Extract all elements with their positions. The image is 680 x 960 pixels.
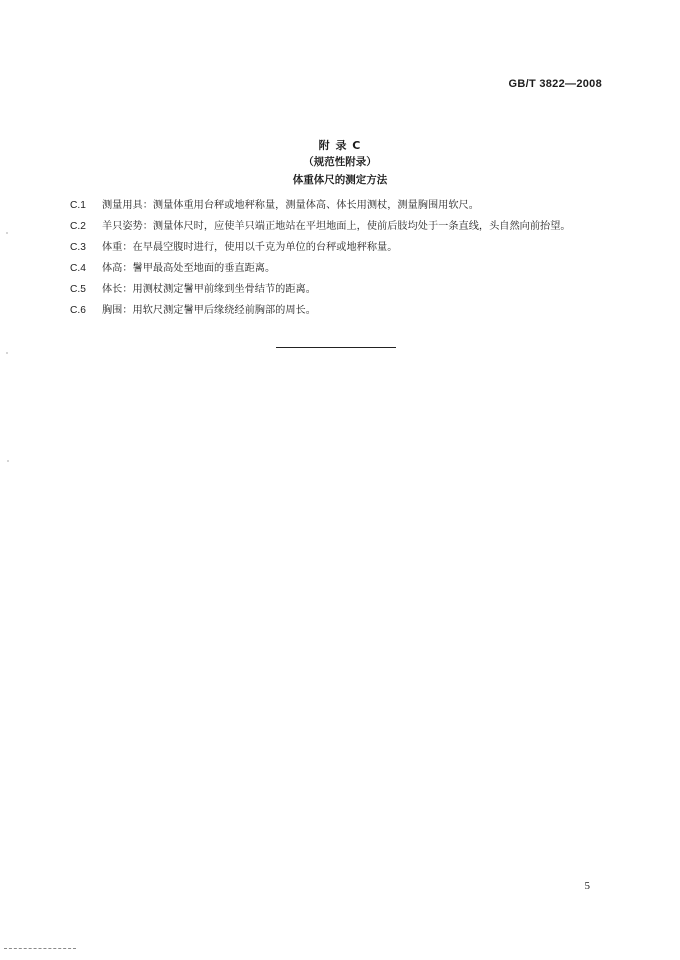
clause-c1 (70, 195, 615, 216)
scan-speck (6, 232, 8, 234)
appendix-heading: 体重体尺的测定方法 (292, 174, 388, 186)
clause-number: C.1 (70, 200, 86, 211)
appendix-type: （规范性附录） (303, 156, 377, 168)
clause-text: 体重：在早晨空腹时进行，使用以千克为单位的台秤或地秤称量。 (102, 242, 398, 253)
end-divider (276, 347, 396, 348)
clause-text: 测量用具：测量体重用台秤或地秤称量，测量体高、体长用测杖，测量胸围用软尺。 (102, 200, 479, 211)
clause-c4 (70, 258, 615, 279)
clause-c6 (70, 300, 615, 321)
standard-code: GB/T 3822—2008 (508, 78, 602, 90)
clause-c5 (70, 279, 615, 300)
clause-number: C.4 (70, 263, 86, 274)
clause-c3 (70, 237, 615, 258)
clause-list (70, 195, 615, 321)
scan-speck (6, 352, 8, 354)
clause-number: C.6 (70, 305, 86, 316)
scan-speck (7, 460, 9, 462)
clause-text: 羊只姿势：测量体尺时，应使羊只端正地站在平坦地面上，使前后肢均处于一条直线，头自然向前抬望。 (102, 221, 571, 232)
clause-number: C.5 (70, 284, 86, 295)
page-number: 5 (584, 880, 590, 892)
clause-number: C.2 (70, 221, 86, 232)
appendix-title: 附 录 C (318, 139, 362, 152)
clause-text: 胸围：用软尺测定鬐甲后缘绕经前胸部的周长。 (102, 305, 316, 316)
clause-number: C.3 (70, 242, 86, 253)
clause-text: 体高：鬐甲最高处至地面的垂直距离。 (102, 263, 276, 274)
scan-edge-mark (4, 948, 76, 949)
clause-text: 体长：用测杖测定鬐甲前缘到坐骨结节的距离。 (102, 284, 316, 295)
clause-c2 (70, 216, 615, 237)
